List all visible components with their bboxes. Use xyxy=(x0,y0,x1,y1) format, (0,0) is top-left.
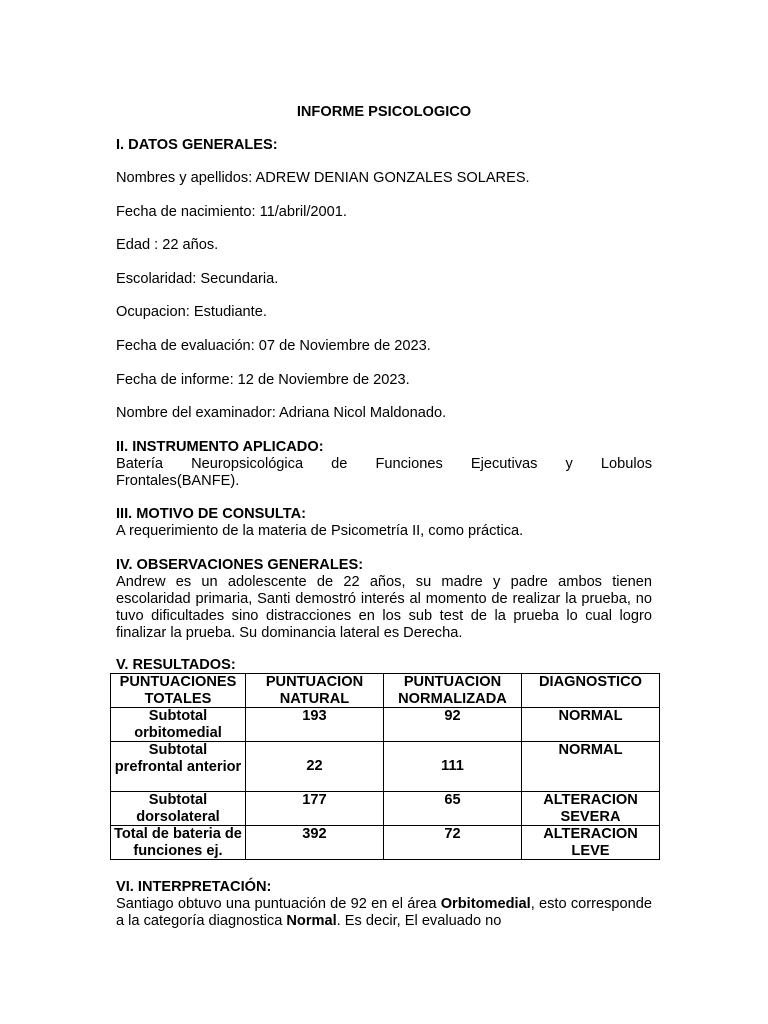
normalizada-cell: 65 xyxy=(383,792,521,826)
section-heading-datos: I. DATOS GENERALES: xyxy=(116,137,278,153)
section-heading-observaciones: IV. OBSERVACIONES GENERALES: xyxy=(116,557,364,573)
motivo-text: A requerimiento de la materia de Psicometría II, como práctica. xyxy=(116,523,524,539)
field-nombres: Nombres y apellidos: ADREW DENIAN GONZALES SOLARES. xyxy=(116,170,530,186)
interpretacion-text-part: , esto corresponde a la categoría diagnostica xyxy=(116,896,652,929)
area-cell: Subtotal prefrontal anterior xyxy=(111,742,246,792)
table-row xyxy=(111,708,660,742)
observaciones-text: Andrew es un adolescente de 22 años, su madre y padre ambos tienen escolaridad primaria, Santi demostró interés al momento de realizar la prueba, no tuvo dificultades sino distracciones en los sub test de la prueba lo cual logro finalizar la prueba. Su dominancia lateral es Derecha. xyxy=(116,574,652,641)
diagnostico-cell: NORMAL xyxy=(521,708,659,742)
header-cell: PUNTUACION NATURAL xyxy=(245,674,383,708)
table-header-row xyxy=(111,674,660,708)
field-edad: Edad : 22 años. xyxy=(116,237,219,253)
normalizada-cell: 111 xyxy=(383,742,521,792)
area-cell: Total de bateria de funciones ej. xyxy=(111,826,246,860)
instrumento-text-line1: Batería Neuropsicológica de Funciones Ejecutivas y Lobulos xyxy=(116,456,652,472)
interpretacion-text-part: Santiago obtuvo una puntuación de 92 en el área xyxy=(116,896,441,912)
section-heading-interpretacion: VI. INTERPRETACIÓN: xyxy=(116,879,272,895)
area-cell: Subtotal dorsolateral xyxy=(111,792,246,826)
interpretacion-bold-diagnostico: Normal xyxy=(286,913,337,929)
interpretacion-text-part: . Es decir, El evaluado no xyxy=(336,913,502,929)
table-row xyxy=(111,826,660,860)
field-fecha-informe: Fecha de informe: 12 de Noviembre de 2023. xyxy=(116,372,410,388)
natural-cell: 193 xyxy=(245,708,383,742)
header-cell: PUNTUACION NORMALIZADA xyxy=(383,674,521,708)
table-row xyxy=(111,742,660,792)
instrumento-text-line2: Frontales(BANFE). xyxy=(116,473,240,489)
section-heading-motivo: III. MOTIVO DE CONSULTA: xyxy=(116,506,306,522)
resultados-table xyxy=(110,673,660,860)
section-heading-instrumento: II. INSTRUMENTO APLICADO: xyxy=(116,439,324,455)
natural-cell: 177 xyxy=(245,792,383,826)
field-escolaridad: Escolaridad: Secundaria. xyxy=(116,271,279,287)
header-cell: DIAGNOSTICO xyxy=(521,674,659,708)
document-title: INFORME PSICOLOGICO xyxy=(296,104,472,120)
field-fecha-evaluacion: Fecha de evaluación: 07 de Noviembre de 2023. xyxy=(116,338,431,354)
natural-cell: 392 xyxy=(245,826,383,860)
area-cell: Subtotal orbitomedial xyxy=(111,708,246,742)
field-examinador: Nombre del examinador: Adriana Nicol Maldonado. xyxy=(116,405,447,421)
table-row xyxy=(111,792,660,826)
field-nacimiento: Fecha de nacimiento: 11/abril/2001. xyxy=(116,204,347,220)
diagnostico-cell: ALTERACION SEVERA xyxy=(521,792,659,826)
interpretacion-bold-area: Orbitomedial xyxy=(440,896,531,912)
natural-cell: 22 xyxy=(245,742,383,792)
normalizada-cell: 72 xyxy=(383,826,521,860)
header-cell: PUNTUACIONES TOTALES xyxy=(111,674,246,708)
diagnostico-cell: NORMAL xyxy=(521,742,659,792)
interpretacion-text xyxy=(116,896,652,930)
diagnostico-cell: ALTERACION LEVE xyxy=(521,826,659,860)
field-ocupacion: Ocupacion: Estudiante. xyxy=(116,304,267,320)
section-heading-resultados: V. RESULTADOS: xyxy=(116,657,236,673)
normalizada-cell: 92 xyxy=(383,708,521,742)
